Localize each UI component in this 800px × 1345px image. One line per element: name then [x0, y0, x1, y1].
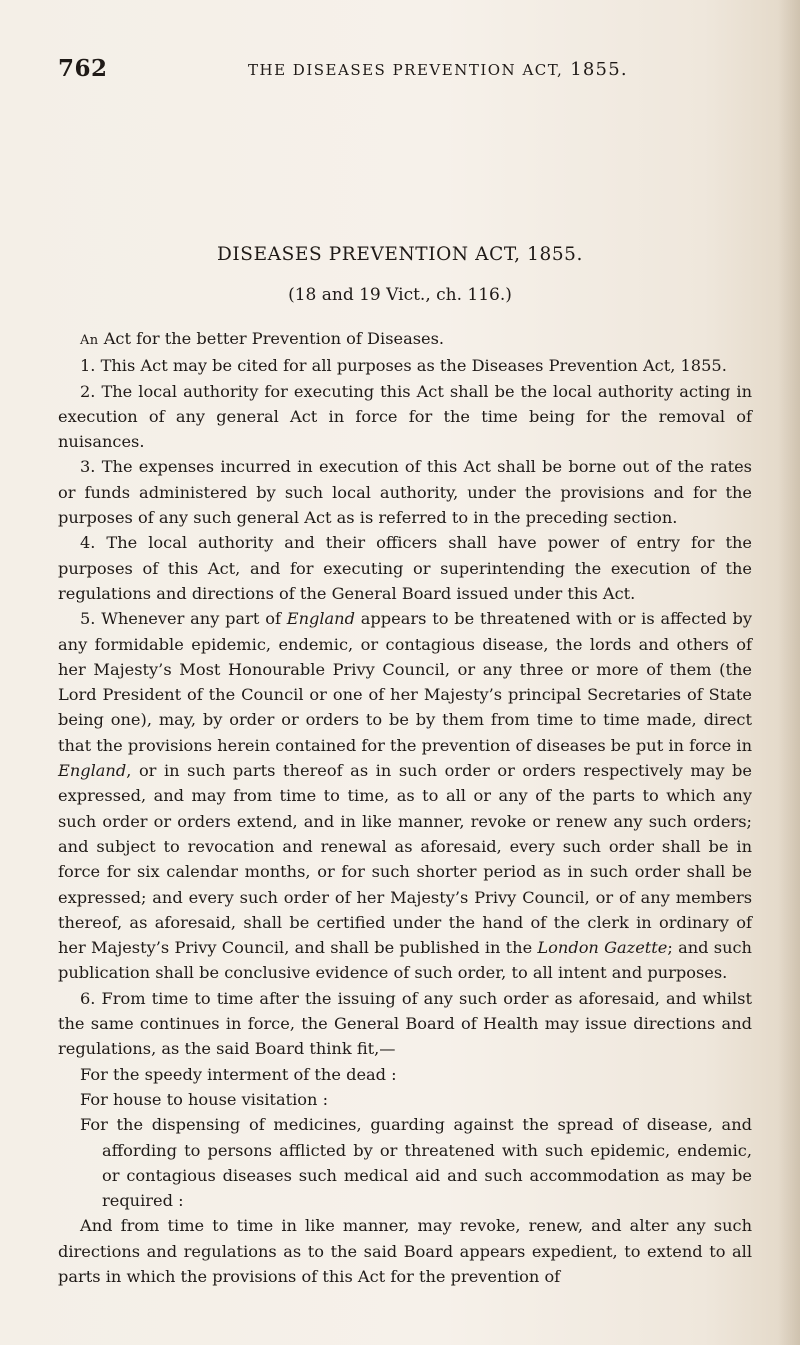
- running-title-year: 1855.: [570, 59, 628, 80]
- section-5-gazette: London Gazette: [537, 938, 668, 958]
- list-item: For the dispensing of medicines, guarding against the spread of disease, and affording to persons afflicted by or threatened with such epidemic, endemic, or contagious diseases such medical aid and such accommodation as may be required :: [80, 1115, 752, 1211]
- act-title: DISEASES PREVENTION ACT, 1855.: [216, 244, 584, 265]
- section-5: [58, 606, 752, 985]
- running-title-text: THE DISEASES PREVENTION ACT,: [248, 61, 564, 79]
- preamble: [58, 326, 752, 353]
- body-text: [58, 326, 752, 1289]
- running-title: [248, 59, 628, 80]
- section-4: 4. The local authority and their officers shall have power of entry for the purposes of this Act, and for executing or superintending the execution of the regulations and directions of the General Board issued under this Act.: [58, 533, 752, 603]
- section-1: 1. This Act may be cited for all purposes as the Diseases Prevention Act, 1855.: [80, 356, 727, 376]
- list-item: For the speedy interment of the dead :: [80, 1064, 397, 1084]
- section-5-england-1: England: [286, 609, 355, 629]
- page-number: 762: [58, 55, 108, 82]
- section-6: 6. From time to time after the issuing of any such order as aforesaid, and whilst the same continues in force, the General Board of Health may issue directions and regulations, as the said Board think fit,—: [58, 988, 752, 1059]
- section-5-part-c: , or in such parts thereof as in such order or orders respectively may be expressed, and may from time to time, as to all or any of the parts to which any such order or orders extend, and in like manner, revoke or renew any such orders; and subject to revocation and renewal as aforesaid, every such order shall be in force for six calendar months, or for such shorter period as in such order shall be expressed; and every such order of her Majesty’s Privy Council, or of any members thereof, as aforesaid, shall be certified under the hand of the clerk in ordinary of her Majesty’s Privy Council, and shall be published in the: [58, 761, 752, 958]
- running-head: [58, 55, 748, 87]
- section-5-england-2: England: [58, 761, 127, 781]
- preamble-an: An: [80, 333, 99, 348]
- section-3: 3. The expenses incurred in execution of this Act shall be borne out of the rates or funds administered by such local authority, under the provisions and for the purposes of any such general Act as is referred to in the preceding section.: [58, 457, 752, 528]
- page-edge-shadow: [778, 0, 800, 1345]
- section-5-part-d: ; and such publication shall be conclusive evidence of such order, to all intent and purposes.: [58, 938, 752, 983]
- section-5-part-b: appears to be threatened with or is affected by any formidable epidemic, endemic, or contagious disease, the lords and others of her Majesty’s Most Honourable Privy Council, or any three or more of them (the Lord President of the Council or one of her Majesty’s principal Secretaries of State being one), may, by order or orders to be by them from time to time made, direct that the provisions herein contained for the prevention of diseases be put in force in: [58, 609, 753, 755]
- list-item: For house to house visitation :: [80, 1089, 329, 1109]
- preamble-text: Act for the better Prevention of Diseases.: [98, 329, 445, 348]
- closing-paragraph: And from time to time in like manner, may revoke, renew, and alter any such directions and regulations as to the said Board appears expedient, to extend to all parts in which the provisions of this Act for the prevention of: [58, 1216, 752, 1286]
- section-5-part-a: 5. Whenever any part of: [80, 609, 287, 629]
- section-2: 2. The local authority for executing this Act shall be the local authority acting in execution of any general Act in force for the time being for the removal of nuisances.: [58, 381, 752, 452]
- act-citation: (18 and 19 Vict., ch. 116.): [288, 285, 512, 305]
